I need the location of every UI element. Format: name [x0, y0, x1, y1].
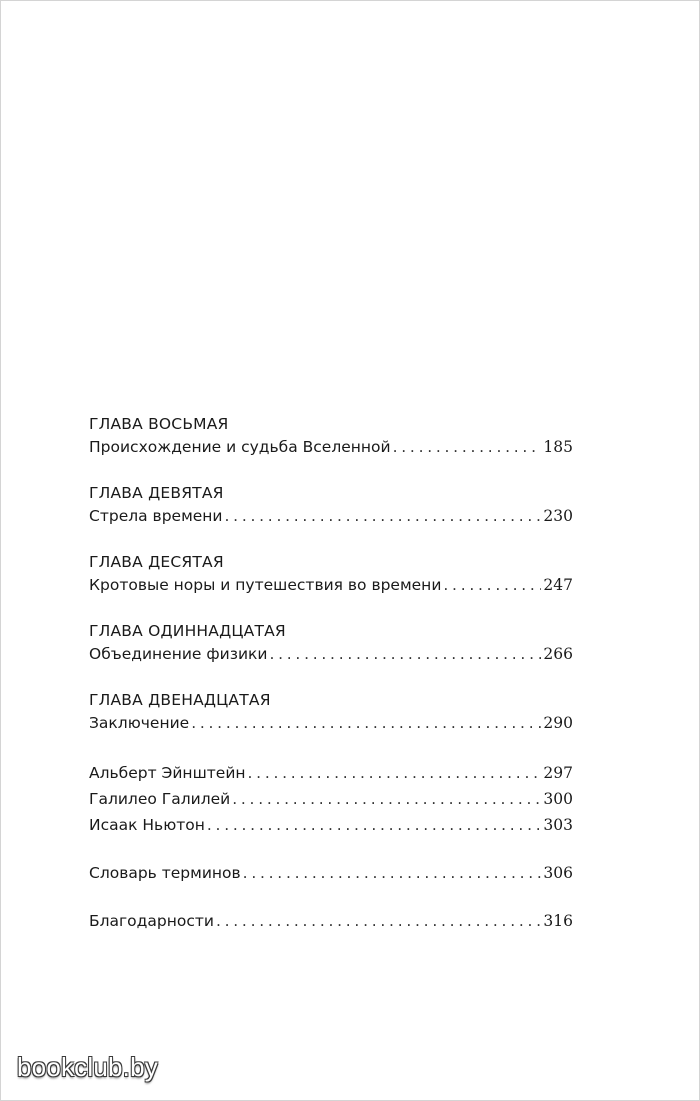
- dot-leader: [243, 861, 542, 885]
- dot-leader: [393, 435, 542, 459]
- chapter-heading: ГЛАВА ВОСЬМАЯ: [89, 415, 229, 433]
- entry-page-number: 290: [543, 714, 573, 732]
- dot-leader: [443, 573, 541, 597]
- entry-page-number: 300: [543, 790, 573, 808]
- entry-title: Благодарности: [89, 912, 214, 930]
- dot-leader: [269, 642, 541, 666]
- entry-title: Альберт Эйнштейн: [89, 764, 246, 782]
- toc-entry[interactable]: [89, 573, 573, 597]
- toc-entry[interactable]: [89, 435, 573, 459]
- dot-leader: [248, 761, 542, 785]
- chapter-heading: ГЛАВА ОДИННАДЦАТАЯ: [89, 622, 286, 640]
- dot-leader: [225, 504, 542, 528]
- entry-title: Исаак Ньютон: [89, 816, 205, 834]
- toc-entry[interactable]: [89, 711, 573, 735]
- glossary-section: [89, 861, 573, 885]
- chapter-heading: ГЛАВА ДЕСЯТАЯ: [89, 553, 224, 571]
- chapter-8: [89, 413, 573, 459]
- entry-title: Галилео Галилей: [89, 790, 231, 808]
- entry-title: Происхождение и судьба Вселенной: [89, 438, 391, 456]
- entry-page-number: 316: [543, 912, 573, 930]
- entry-page-number: 303: [543, 816, 573, 834]
- toc-entry[interactable]: [89, 861, 573, 885]
- chapter-9: [89, 482, 573, 528]
- toc-entry[interactable]: [89, 787, 573, 811]
- acknowledgements-section: [89, 909, 573, 933]
- toc-entry[interactable]: [89, 909, 573, 933]
- dot-leader: [232, 787, 541, 811]
- toc-entry[interactable]: [89, 642, 573, 666]
- entry-page-number: 247: [543, 576, 573, 594]
- watermark-text: bookclub.by: [17, 1052, 158, 1082]
- entry-page-number: 266: [543, 645, 573, 663]
- appendix-group: [89, 761, 573, 837]
- toc-entry[interactable]: [89, 761, 573, 785]
- entry-title: Стрела времени: [89, 507, 223, 525]
- dot-leader: [191, 711, 541, 735]
- chapter-12: [89, 689, 573, 735]
- toc-entry[interactable]: [89, 813, 573, 837]
- table-of-contents: [89, 413, 573, 933]
- entry-page-number: 230: [543, 507, 573, 525]
- chapter-heading: ГЛАВА ДВЕНАДЦАТАЯ: [89, 691, 271, 709]
- entry-title: Объединение физики: [89, 645, 268, 663]
- entry-title: Кротовые норы и путешествия во времени: [89, 576, 442, 594]
- toc-entry[interactable]: [89, 504, 573, 528]
- entry-page-number: 185: [543, 438, 573, 456]
- dot-leader: [207, 813, 542, 837]
- entry-title: Словарь терминов: [89, 864, 241, 882]
- entry-page-number: 297: [543, 764, 573, 782]
- dot-leader: [216, 909, 541, 933]
- chapter-heading: ГЛАВА ДЕВЯТАЯ: [89, 484, 224, 502]
- entry-page-number: 306: [543, 864, 573, 882]
- chapter-11: [89, 620, 573, 666]
- entry-title: Заключение: [89, 714, 190, 732]
- chapter-10: [89, 551, 573, 597]
